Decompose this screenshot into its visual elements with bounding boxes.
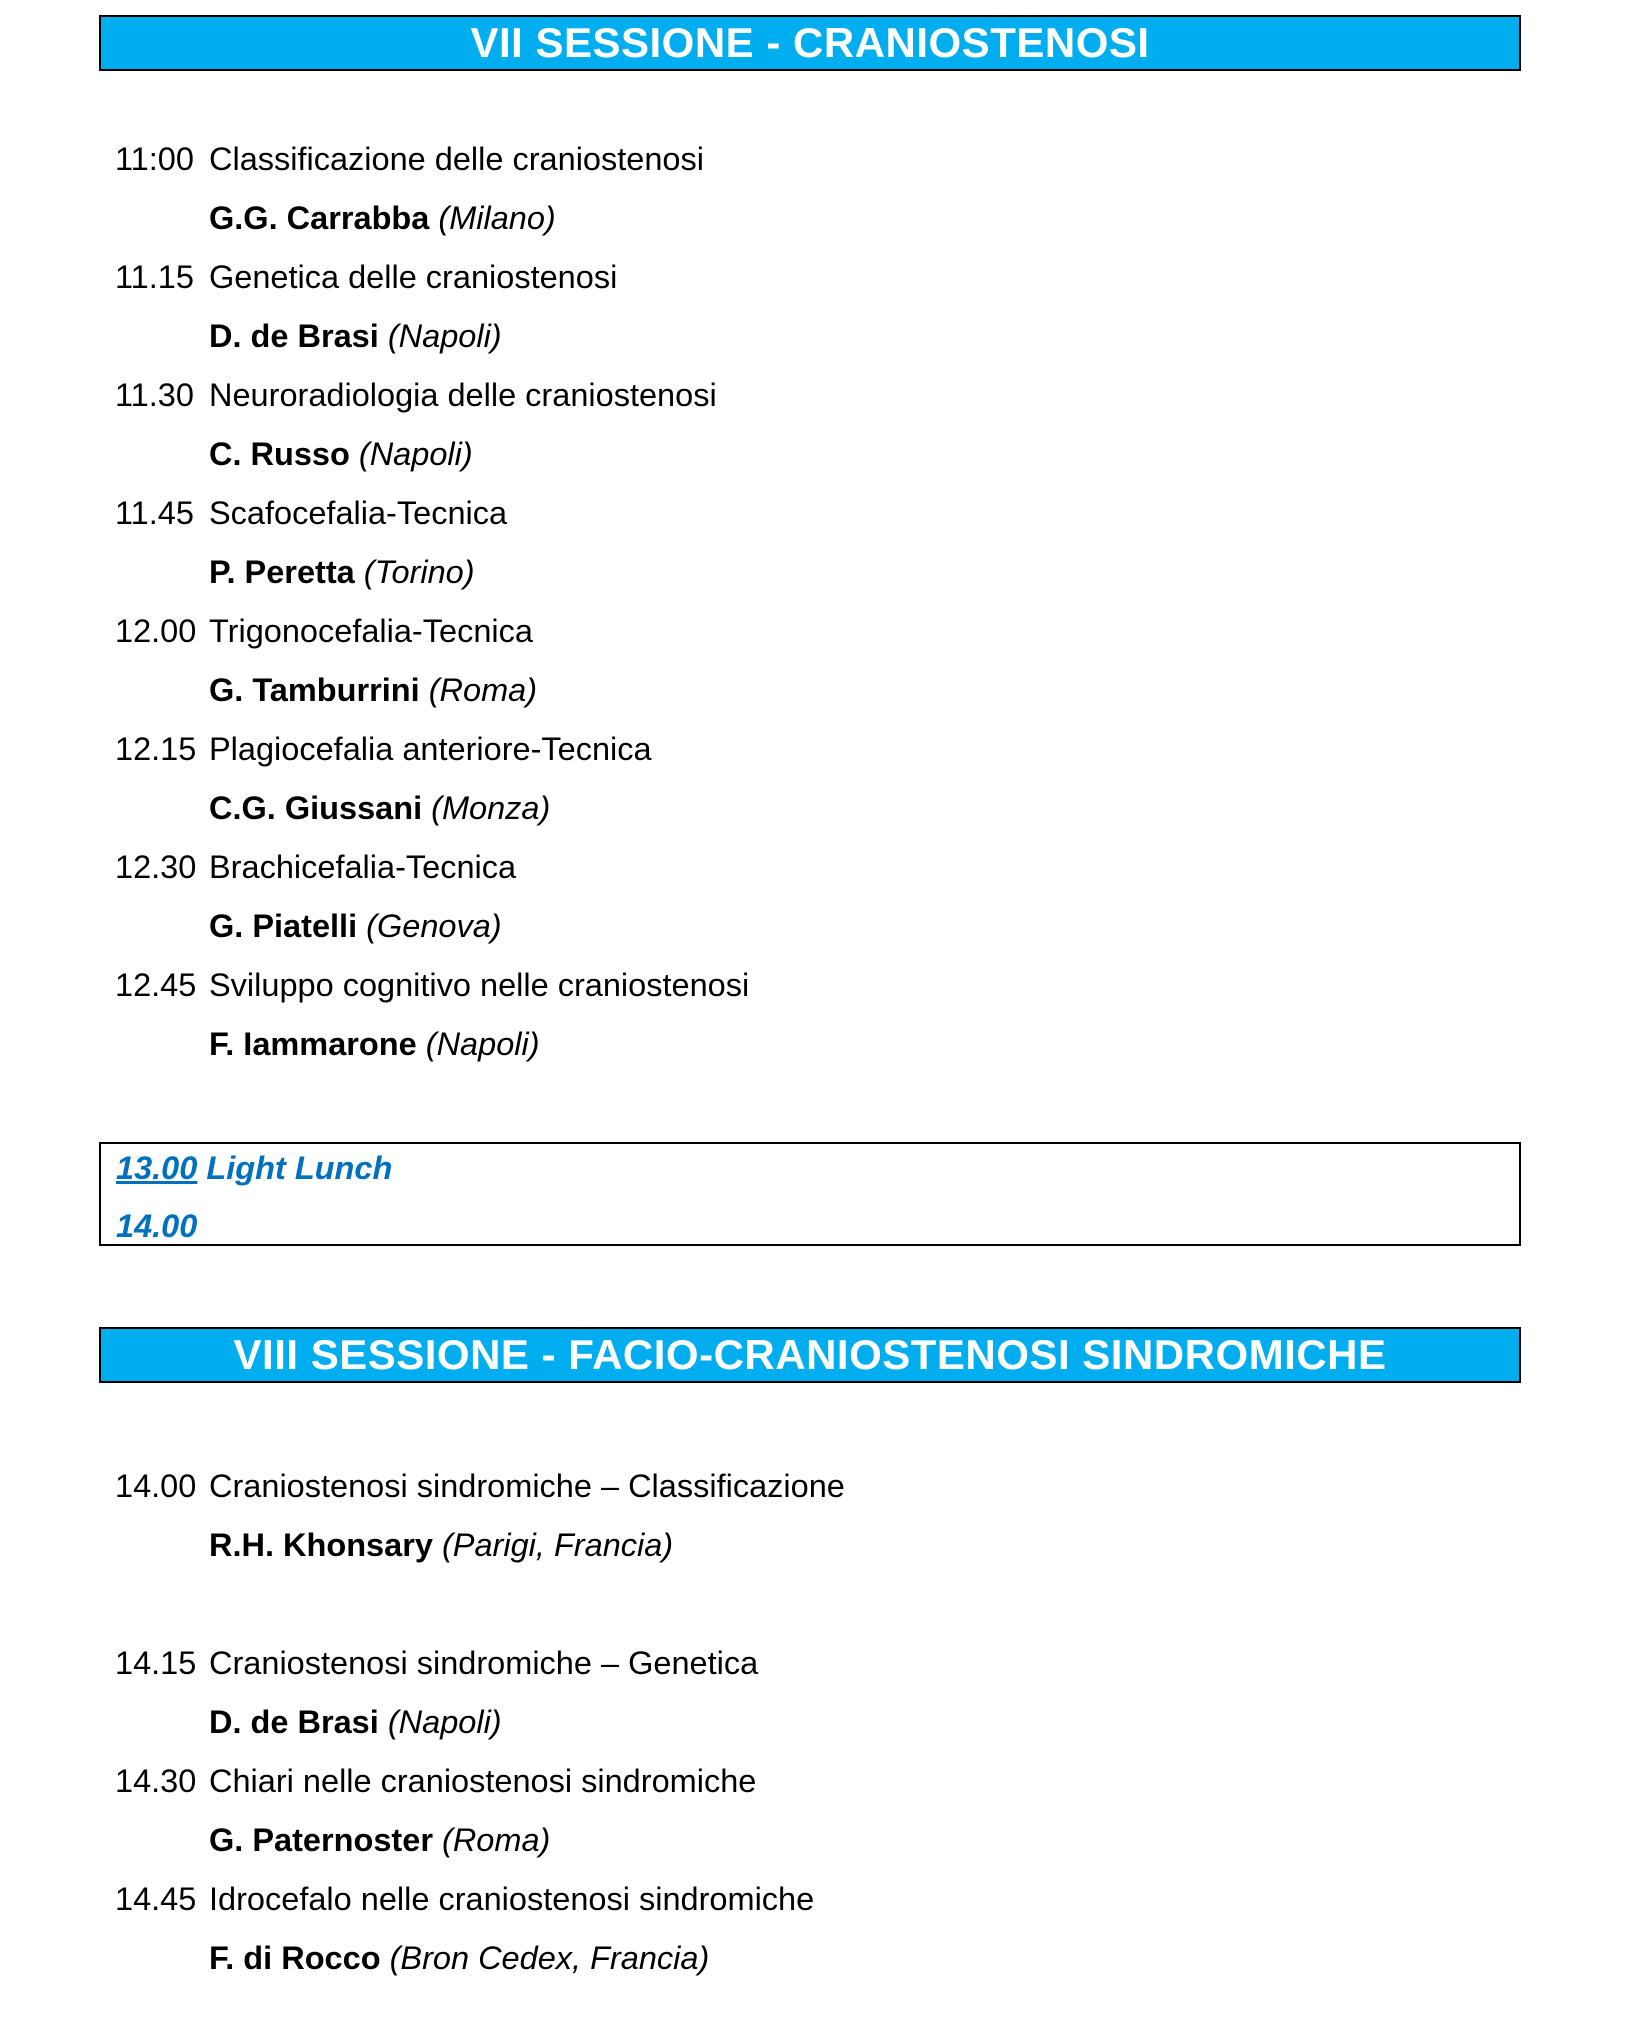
speaker-name: C. Russo: [209, 436, 350, 472]
talk-time: 14.45: [115, 1881, 197, 1917]
speaker-line: [0, 1015, 1648, 1074]
speaker-name: G. Paternoster: [209, 1822, 433, 1858]
talk-item: [0, 602, 1648, 720]
speaker-city: (Monza): [431, 790, 551, 826]
speaker-line: [0, 189, 1648, 248]
talk-title-line: [0, 484, 1648, 543]
speaker-line: [0, 307, 1648, 366]
talk-title-line: [0, 720, 1648, 779]
speaker-city: (Parigi, Francia): [441, 1527, 674, 1563]
talk-item: [0, 130, 1648, 248]
talk-title: Plagiocefalia anteriore-Tecnica: [209, 731, 652, 767]
talk-time: 11.45: [115, 495, 194, 531]
speaker-city: (Roma): [442, 1822, 551, 1858]
talk-item: [0, 248, 1648, 366]
talk-time: 12.45: [115, 967, 197, 1003]
speaker-name: R.H. Khonsary: [209, 1527, 433, 1563]
talk-item: [0, 838, 1648, 956]
session-8-title: VIII SESSIONE - FACIO-CRANIOSTENOSI SINDROMICHE: [233, 1331, 1387, 1378]
talk-time: 14.00: [115, 1468, 197, 1504]
talk-time: 14.15: [115, 1645, 197, 1681]
speaker-city: (Napoli): [425, 1026, 540, 1062]
talk-title-line: [0, 838, 1648, 897]
speaker-name: G.G. Carrabba: [209, 200, 430, 236]
lunch-end-time: 14.00: [116, 1208, 198, 1244]
talk-title: Neuroradiologia delle craniostenosi: [209, 377, 717, 413]
speaker-city: (Torino): [363, 554, 475, 590]
speaker-line: [0, 1929, 1648, 1988]
speaker-city: (Milano): [438, 200, 556, 236]
speaker-line: [0, 661, 1648, 720]
speaker-line: [0, 425, 1648, 484]
talk-title: Scafocefalia-Tecnica: [209, 495, 508, 531]
talk-time: 11.30: [115, 377, 194, 413]
speaker-city: (Genova): [366, 908, 502, 944]
talk-item: [0, 366, 1648, 484]
talk-title: Classificazione delle craniostenosi: [209, 141, 704, 177]
talk-item: [0, 720, 1648, 838]
speaker-city: (Bron Cedex, Francia): [389, 1940, 710, 1976]
speaker-name: G. Piatelli: [209, 908, 358, 944]
talk-title: Craniostenosi sindromiche – Classificazione: [209, 1468, 845, 1504]
talk-title-line: [0, 1752, 1648, 1811]
talk-time: 14.30: [115, 1763, 197, 1799]
talk-title-line: [0, 248, 1648, 307]
session-7-talk-list: [0, 130, 1648, 1074]
speaker-name: C.G. Giussani: [209, 790, 423, 826]
talk-title-line: [0, 956, 1648, 1015]
talk-time: 12.15: [115, 731, 197, 767]
session-8-header: [99, 1327, 1521, 1383]
talk-item: [0, 1634, 1648, 1752]
speaker-line: [0, 1516, 1648, 1575]
talk-title: Chiari nelle craniostenosi sindromiche: [209, 1763, 757, 1799]
talk-title: Genetica delle craniostenosi: [209, 259, 618, 295]
talk-title: Sviluppo cognitivo nelle craniostenosi: [209, 967, 750, 1003]
speaker-name: P. Peretta: [209, 554, 355, 590]
talk-item: [0, 956, 1648, 1074]
talk-title: Brachicefalia-Tecnica: [209, 849, 517, 885]
session-7-title: VII SESSIONE - CRANIOSTENOSI: [470, 19, 1150, 66]
speaker-name: D. de Brasi: [209, 318, 379, 354]
speaker-line: [0, 897, 1648, 956]
talk-title-line: [0, 1634, 1648, 1693]
talk-time: 11:00: [115, 141, 194, 177]
speaker-city: (Napoli): [358, 436, 473, 472]
talk-time: 11.15: [115, 259, 194, 295]
speaker-line: [0, 1811, 1648, 1870]
talk-title: Trigonocefalia-Tecnica: [209, 613, 533, 649]
talk-title: Idrocefalo nelle craniostenosi sindromiche: [209, 1881, 815, 1917]
speaker-line: [0, 1693, 1648, 1752]
talk-time: 12.30: [115, 849, 197, 885]
session-8-talk-list: [0, 1457, 1648, 1988]
lunch-label: Light Lunch: [206, 1150, 393, 1186]
lunch-break-box: [99, 1142, 1521, 1246]
talk-title-line: [0, 1870, 1648, 1929]
talk-item: [0, 1870, 1648, 1988]
lunch-start-line: [116, 1148, 392, 1188]
speaker-name: F. Iammarone: [209, 1026, 417, 1062]
speaker-name: G. Tamburrini: [209, 672, 420, 708]
speaker-name: D. de Brasi: [209, 1704, 379, 1740]
talk-title-line: [0, 602, 1648, 661]
talk-item: [0, 1457, 1648, 1575]
speaker-line: [0, 543, 1648, 602]
speaker-name: F. di Rocco: [209, 1940, 381, 1976]
talk-time: 12.00: [115, 613, 197, 649]
speaker-city: (Roma): [428, 672, 538, 708]
session-7-header: [99, 15, 1521, 71]
talk-item: [0, 1752, 1648, 1870]
speaker-city: (Napoli): [387, 318, 502, 354]
lunch-end-line: [116, 1206, 197, 1246]
talk-title-line: [0, 130, 1648, 189]
talk-title: Craniostenosi sindromiche – Genetica: [209, 1645, 759, 1681]
talk-title-line: [0, 1457, 1648, 1516]
talk-title-line: [0, 366, 1648, 425]
talk-item: [0, 484, 1648, 602]
speaker-line: [0, 779, 1648, 838]
speaker-city: (Napoli): [387, 1704, 502, 1740]
lunch-start-time-link[interactable]: 13.00: [116, 1150, 198, 1186]
